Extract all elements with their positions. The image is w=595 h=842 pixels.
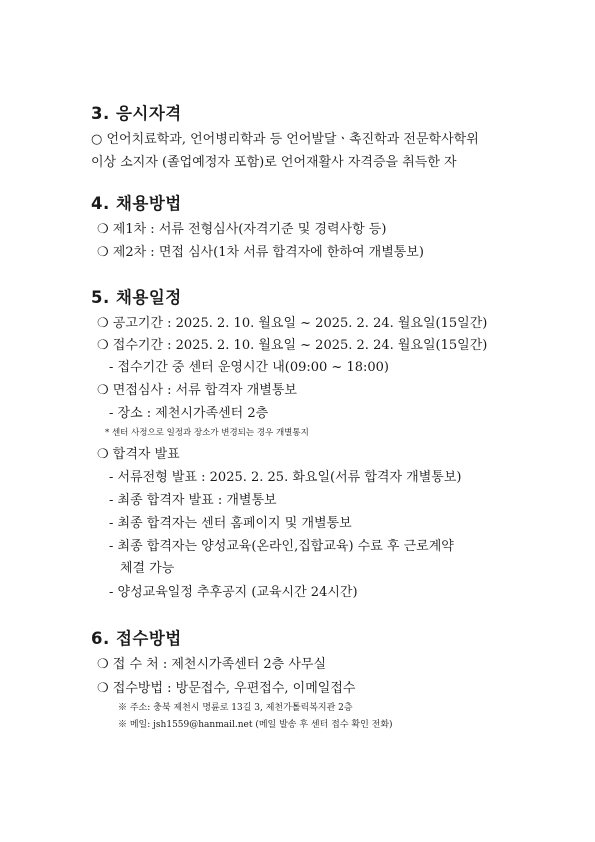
section-5-item-4-sub-3: - 최종 합격자는 센터 홈페이지 및 개별통보 <box>109 516 352 531</box>
section-6-item-1: ❍ 접 수 처 : 제천시가족센터 2층 사무실 <box>97 657 327 672</box>
section-4-title: 4. 채용방법 <box>91 194 182 213</box>
section-5-item-1: ❍ 공고기간 : 2025. 2. 10. 월요일 ~ 2025. 2. 24. 월요일(15일간) <box>97 316 488 331</box>
section-5-item-2: ❍ 접수기간 : 2025. 2. 10. 월요일 ~ 2025. 2. 24. 월요일(15일간) <box>97 338 488 353</box>
section-5-item-3-sub: - 장소 : 제천시가족센터 2층 <box>109 406 269 421</box>
section-5-item-4-sub-2: - 최종 합격자 발표 : 개별통보 <box>109 493 277 508</box>
section-6-item-2: ❍ 접수방법 : 방문접수, 우편접수, 이메일접수 <box>97 681 356 696</box>
section-5-item-4-sub-1: - 서류전형 발표 : 2025. 2. 25. 화요일(서류 합격자 개별통보) <box>109 470 462 485</box>
section-5-item-4-sub-4b: 체결 가능 <box>120 561 175 576</box>
section-5-item-2-sub: - 접수기간 중 센터 운영시간 내(09:00 ~ 18:00) <box>109 360 389 375</box>
section-5-title: 5. 채용일정 <box>91 288 182 307</box>
section-6-note-email: ※ 메일: jsh1559@hanmail.net (메일 발송 후 센터 접수 확인 전화) <box>118 720 393 730</box>
section-3-line-2: 이상 소지자 (졸업예정자 포함)로 언어재활사 자격증을 취득한 자 <box>91 155 457 170</box>
section-3-line-1: ○ 언어치료학과, 언어병리학과 등 언어발달ㆍ촉진학과 전문학사학위 <box>91 132 479 147</box>
section-5-item-4-sub-5: - 양성교육일정 추후공지 (교육시간 24시간) <box>109 585 358 600</box>
section-4-item-1: ❍ 제1차 : 서류 전형심사(자격기준 및 경력사항 등) <box>97 222 387 237</box>
section-6-title: 6. 접수방법 <box>91 629 182 648</box>
section-5-note: * 센터 사정으로 일정과 장소가 변경되는 경우 개별통지 <box>105 428 309 438</box>
section-6-note-address: ※ 주소: 충북 제천시 명륜로 13길 3, 제천가톨릭복지관 2층 <box>118 703 353 713</box>
section-5-item-3: ❍ 면접심사 : 서류 합격자 개별통보 <box>97 383 297 398</box>
section-5-item-4-sub-4a: - 최종 합격자는 양성교육(온라인,집합교육) 수료 후 근로계약 <box>109 539 454 554</box>
section-4-item-2: ❍ 제2차 : 면접 심사(1차 서류 합격자에 한하여 개별통보) <box>97 245 424 260</box>
section-5-item-4: ❍ 합격자 발표 <box>97 447 180 462</box>
section-3-title: 3. 응시자격 <box>91 104 182 123</box>
